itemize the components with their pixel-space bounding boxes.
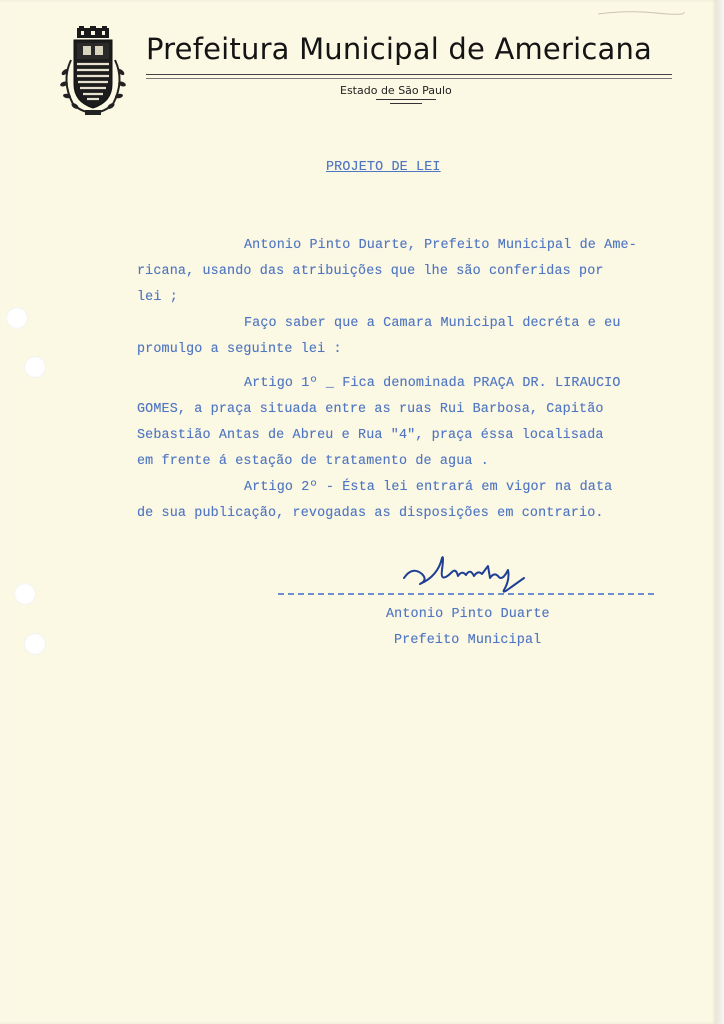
letterhead-rule	[146, 74, 672, 75]
punch-hole	[6, 307, 28, 329]
page-edge	[716, 0, 724, 1024]
letterhead-title: Prefeitura Municipal de Americana	[146, 32, 653, 66]
letterhead-rule	[146, 78, 672, 79]
body-line: Artigo 2º - Ésta lei entrará em vigor na data	[244, 480, 613, 495]
signatory-role: Prefeito Municipal	[394, 633, 542, 648]
body-line: Sebastião Antas de Abreu e Rua "4", praça éssa localisada	[137, 428, 604, 443]
punch-hole	[24, 356, 46, 378]
body-line: ricana, usando das atribuições que lhe são conferidas por	[137, 264, 604, 279]
letterhead-ornament	[390, 103, 422, 104]
signatory-name: Antonio Pinto Duarte	[386, 607, 550, 622]
punch-hole	[24, 633, 46, 655]
body-line: lei ;	[137, 290, 178, 305]
body-line: Antonio Pinto Duarte, Prefeito Municipal de Ame-	[244, 238, 637, 253]
pencil-mark	[596, 8, 686, 18]
body-line: Faço saber que a Camara Municipal decréta e eu	[244, 316, 621, 331]
signature-line	[278, 593, 654, 595]
body-line: Artigo 1º _ Fica denominada PRAÇA DR. LIRAUCIO	[244, 376, 621, 391]
body-line: de sua publicação, revogadas as disposições em contrario.	[137, 506, 604, 521]
punch-hole	[14, 583, 36, 605]
letterhead-subtitle: Estado de São Paulo	[340, 84, 452, 97]
body-line: promulgo a seguinte lei :	[137, 342, 342, 357]
body-line: GOMES, a praça situada entre as ruas Rui Barbosa, Capitão	[137, 402, 604, 417]
letterhead-ornament	[376, 99, 436, 100]
body-line: em frente á estação de tratamento de agua .	[137, 454, 489, 469]
coat-of-arms-icon	[57, 26, 129, 116]
document-title: PROJETO DE LEI	[326, 160, 441, 175]
signature-icon	[398, 548, 530, 596]
